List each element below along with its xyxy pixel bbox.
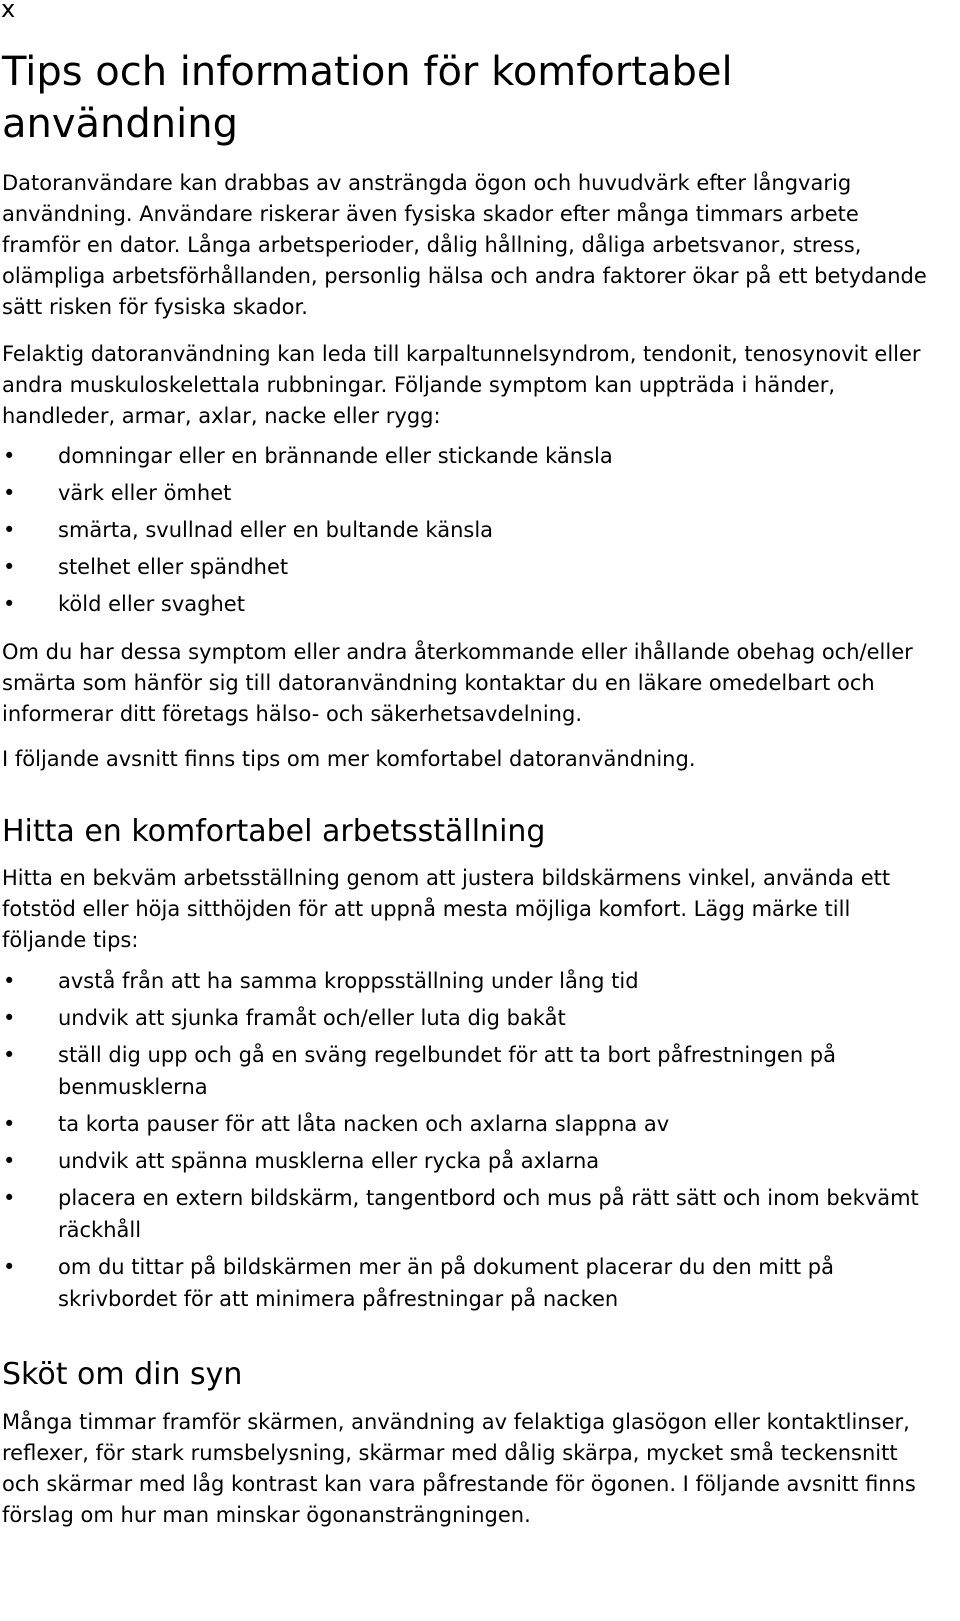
list-item [0,1039,940,1103]
section-heading-vision: Sköt om din syn [2,1357,243,1392]
list-item-text: stelhet eller spändhet [58,555,289,579]
list-item-text: undvik att spänna musklerna eller rycka på axlarna [58,1149,600,1173]
bullet-icon: • [3,1149,16,1173]
posture-tips-list [0,965,940,1320]
list-item [0,514,940,546]
bullet-icon: • [3,518,16,542]
list-item-text: avstå från att ha samma kroppsställning under lång tid [58,969,639,993]
vision-paragraph: Många timmar framför skärmen, användning av felaktiga glasögon eller kontaktlinser, reflexer, för stark rumsbelysning, skärmar med dålig skärpa, mycket små teckensnitt och skärmar med låg kontrast kan vara påfrestande för ögonen. I följande avsnitt finns förslag om hur man minskar ögonansträngningen. [2,1410,916,1527]
bullet-icon: • [3,555,16,579]
list-item-text: smärta, svullnad eller en bultande känsla [58,518,494,542]
bullet-icon: • [3,1255,16,1279]
list-item [0,965,940,997]
bullet-icon: • [3,1006,16,1030]
list-item [0,1251,940,1315]
list-item [0,1108,940,1140]
list-item-text: undvik att sjunka framåt och/eller luta dig bakåt [58,1006,566,1030]
bullet-icon: • [3,1043,16,1067]
list-item [0,1145,940,1177]
list-item-text: ta korta pauser för att låta nacken och axlarna slappna av [58,1112,670,1136]
list-item [0,477,940,509]
list-item-text: köld eller svaghet [58,592,245,616]
list-item-text: värk eller ömhet [58,481,232,505]
intro-paragraph-1: Datoranvändare kan drabbas av ansträngda ögon och huvudvärk efter långvarig användning. Användare riskerar även fysiska skador efter många timmars arbete framför en dator. Långa arbetsperioder, dålig hållning, dåliga arbetsvanor, stress, olämpliga arbetsförhållanden, personlig hälsa och andra faktorer ökar på ett betydande sätt risken för fysiska skador. [2,171,927,319]
advice-paragraph: Om du har dessa symptom eller andra återkommande eller ihållande obehag och/eller smärta som hänför sig till datoranvändning kontaktar du en läkare omedelbart och informerar ditt företags hälso- och säkerhetsavdelning. [2,640,913,726]
list-item [0,1182,940,1246]
list-item [0,588,940,620]
section-heading-posture: Hitta en komfortabel arbetsställning [2,814,546,849]
list-item [0,551,940,583]
posture-paragraph: Hitta en bekväm arbetsställning genom att justera bildskärmens vinkel, använda ett fotstöd eller höja sitthöjden för att uppnå mesta möjliga komfort. Lägg märke till följande tips: [2,866,891,952]
list-item-text: placera en extern bildskärm, tangentbord och mus på rätt sätt och inom bekvämt räckhåll [58,1186,919,1242]
list-item [0,1002,940,1034]
list-item [0,440,940,472]
intro-paragraph-2: Felaktig datoranvändning kan leda till karpaltunnelsyndrom, tendonit, tenosynovit eller andra muskuloskelettala rubbningar. Följande symptom kan uppträda i händer, handleder, armar, axlar, nacke eller rygg: [2,342,921,428]
bullet-icon: • [3,592,16,616]
list-item-text: domningar eller en brännande eller stickande känsla [58,444,613,468]
bullet-icon: • [3,481,16,505]
intro-next-paragraph: I följande avsnitt finns tips om mer komfortabel datoranvändning. [2,747,696,771]
list-item-text: om du tittar på bildskärmen mer än på dokument placerar du den mitt på skrivbordet för att minimera påfrestningar på nacken [58,1255,834,1311]
corner-mark: x [1,0,16,23]
bullet-icon: • [3,1186,16,1210]
symptom-list [0,440,940,625]
bullet-icon: • [3,1112,16,1136]
bullet-icon: • [3,969,16,993]
bullet-icon: • [3,444,16,468]
page-title: Tips och information för komfortabel användning [2,49,733,147]
list-item-text: ställ dig upp och gå en sväng regelbundet för att ta bort påfrestningen på benmusklerna [58,1043,837,1099]
